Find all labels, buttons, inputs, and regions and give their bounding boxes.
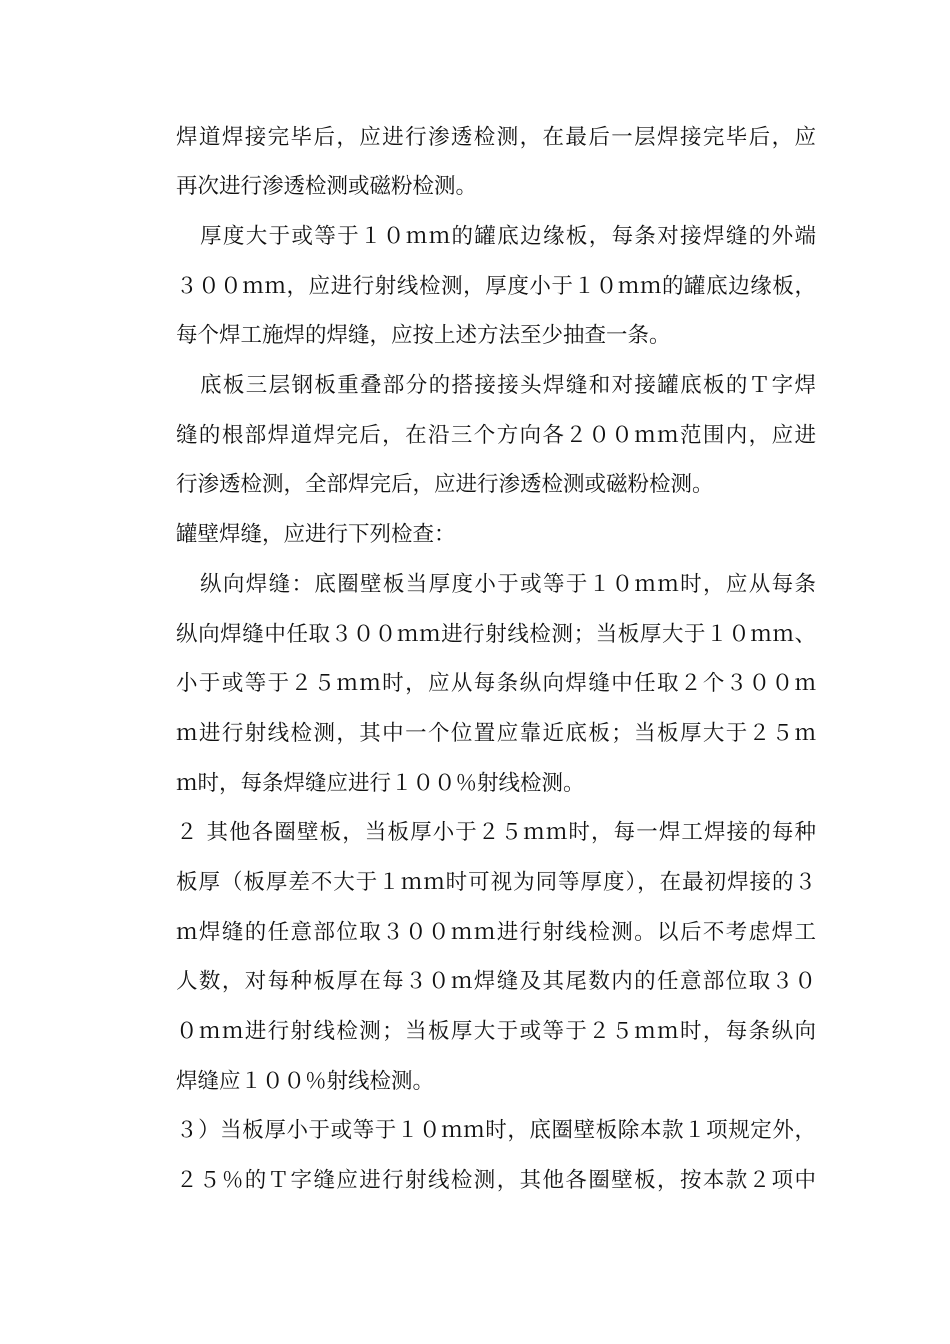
- text-line: ｍ焊缝的任意部位取３００ｍｍ进行射线检测。以后不考虑焊工: [176, 920, 816, 945]
- text-line: 罐壁焊缝，应进行下列检查：: [176, 522, 456, 547]
- text-line: 底板三层钢板重叠部分的搭接接头焊缝和对接罐底板的Ｔ字焊: [200, 373, 816, 398]
- text-line: ｍ时，每条焊缝应进行１００％射线检测。: [176, 771, 585, 796]
- text-line: ３）当板厚小于或等于１０ｍｍ时，底圈壁板除本款１项规定外，: [176, 1118, 816, 1143]
- text-line: 小于或等于２５ｍｍ时，应从每条纵向焊缝中任取２个３００ｍ: [176, 671, 816, 696]
- text-line: ｍ进行射线检测，其中一个位置应靠近底板；当板厚大于２５ｍ: [176, 721, 816, 746]
- text-line: ３００ｍｍ，应进行射线检测，厚度小于１０ｍｍ的罐底边缘板，: [176, 274, 816, 299]
- text-line: 行渗透检测，全部焊完后，应进行渗透检测或磁粉检测。: [176, 472, 714, 497]
- text-line: 人数，对每种板厚在每３０ｍ焊缝及其尾数内的任意部位取３０: [176, 969, 816, 994]
- text-line: 每个焊工施焊的焊缝，应按上述方法至少抽查一条。: [176, 323, 671, 348]
- text-line: 纵向焊缝中任取３００ｍｍ进行射线检测；当板厚大于１０ｍｍ、: [176, 622, 816, 647]
- text-line: 厚度大于或等于１０ｍｍ的罐底边缘板，每条对接焊缝的外端: [200, 224, 816, 249]
- text-line: 焊道焊接完毕后，应进行渗透检测，在最后一层焊接完毕后，应: [176, 125, 816, 150]
- text-line: 缝的根部焊道焊完后，在沿三个方向各２００ｍｍ范围内，应进: [176, 423, 816, 448]
- text-line: 焊缝应１００％射线检测。: [176, 1069, 435, 1094]
- text-line: 纵向焊缝：底圈壁板当厚度小于或等于１０ｍｍ时，应从每条: [200, 572, 816, 597]
- text-line: ２ 其他各圈壁板，当板厚小于２５ｍｍ时，每一焊工焊接的每种: [176, 820, 816, 845]
- text-line: 再次进行渗透检测或磁粉检测。: [176, 174, 478, 199]
- text-line: ２５％的Ｔ字缝应进行射线检测，其他各圈壁板，按本款２项中: [176, 1168, 816, 1193]
- text-line: ０ｍｍ进行射线检测；当板厚大于或等于２５ｍｍ时，每条纵向: [176, 1019, 816, 1044]
- text-line: 板厚（板厚差不大于１ｍｍ时可视为同等厚度），在最初焊接的３: [176, 870, 816, 895]
